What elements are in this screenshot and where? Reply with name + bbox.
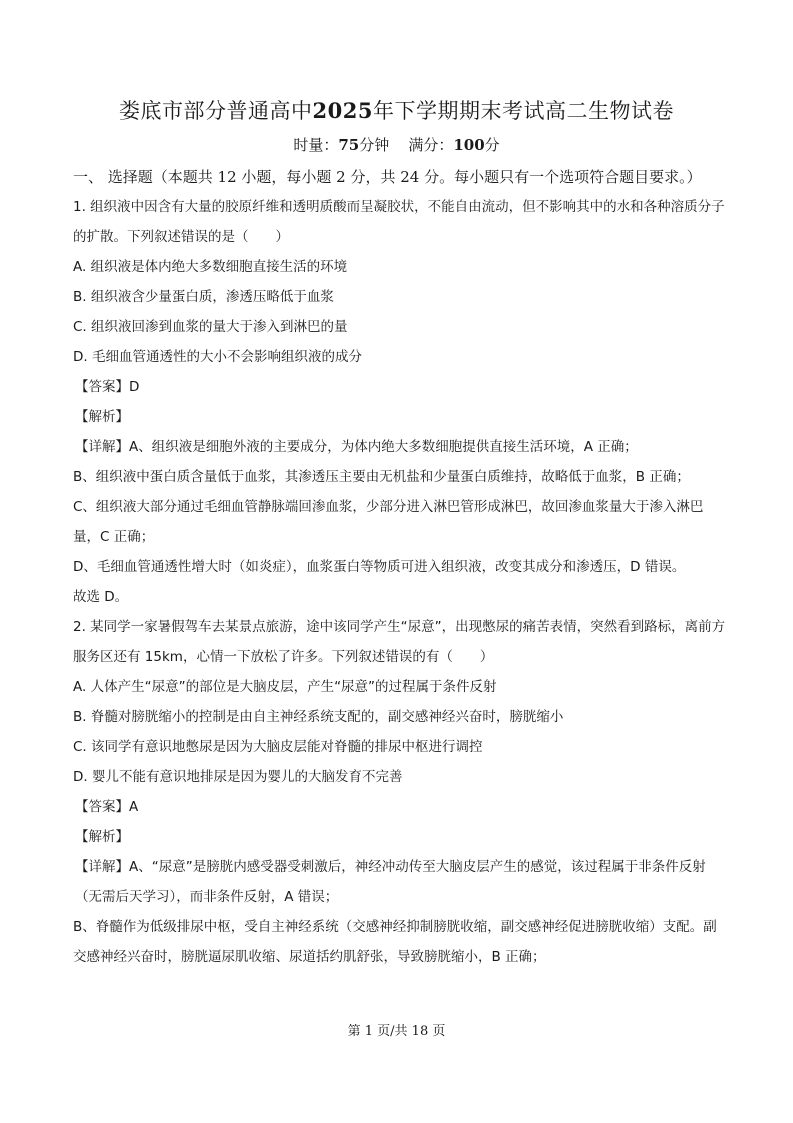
question-1-detail-a: 【详解】A、组织液是细胞外液的主要成分，为体内绝大多数细胞提供直接生活环境，A 正确；: [75, 439, 638, 455]
question-1-option-d: D. 毛细血管通透性的大小不会影响组织液的成分: [73, 349, 362, 365]
question-1-option-b: B. 组织液含少量蛋白质，渗透压略低于血浆: [73, 289, 334, 305]
title-part2: 年下学期期末考试高二生物试卷: [372, 99, 674, 123]
question-2-option-b: B. 脊髓对膀胱缩小的控制是由自主神经系统支配的，副交感神经兴奋时，膀胱缩小: [73, 709, 564, 725]
question-1-detail-d: D、毛细血管通透性增大时（如炎症），血浆蛋白等物质可进入组织液，改变其成分和渗透压，D 错误。: [73, 559, 686, 575]
question-1-option-a: A. 组织液是体内绝大多数细胞直接生活的环境: [73, 259, 348, 275]
score-unit: 分: [484, 136, 500, 154]
question-2-detail-a: 【详解】A、“尿意”是膀胱内感受器受刺激后，神经冲动传至大脑皮层产生的感觉，该过程属于非条件反射（无需后天学习），而非条件反射，A 错误；: [75, 859, 706, 905]
question-2-detail-b: B、脊髓作为低级排尿中枢，受自主神经系统（交感神经抑制膀胱收缩，副交感神经促进膀胱收缩）支配。副交感神经兴奋时，膀胱逼尿肌收缩、尿道括约肌舒张，导致膀胱缩小，B 正确；: [73, 919, 717, 965]
exam-title: [0, 96, 793, 126]
answer-value: A: [129, 799, 139, 815]
question-2-option-c: C. 该同学有意识地憋尿是因为大脑皮层能对脊髓的排尿中枢进行调控: [73, 739, 483, 755]
question-1-conclusion: 故选 D。: [73, 589, 129, 605]
question-1-detail-b: B、组织液中蛋白质含量低于血浆，其渗透压主要由无机盐和少量蛋白质维持，故略低于血浆，B 正确；: [73, 469, 690, 485]
question-1-detail-c: C、组织液大部分通过毛细血管静脉端回渗血浆，少部分进入淋巴管形成淋巴，故回渗血浆量大于渗入淋巴量，C 正确；: [73, 499, 704, 545]
title-year: 2025: [312, 98, 373, 123]
question-1-answer: [73, 372, 728, 402]
question-2-option-d: D. 婴儿不能有意识地排尿是因为婴儿的大脑发育不完善: [73, 769, 403, 785]
page-number: 第 1 页/共 18 页: [347, 1024, 446, 1039]
question-2-analysis-label: 【解析】: [75, 829, 129, 845]
answer-label: 【答案】: [75, 379, 129, 395]
score-label: 满分：: [408, 136, 454, 154]
time-label: 时量：: [293, 136, 339, 154]
question-1-option-c: C. 组织液回渗到血浆的量大于渗入到淋巴的量: [73, 319, 348, 335]
answer-label: 【答案】: [75, 799, 129, 815]
title-part1: 娄底市部分普通高中: [119, 99, 313, 123]
question-2-stem: 2. 某同学一家暑假驾车去某景点旅游，途中该同学产生“尿意”，出现憋尿的痛苦表情，突然看到路标，离前方服务区还有 15km，心情一下放松了许多。下列叙述错误的有（ ）: [73, 619, 726, 665]
question-1-stem: 1. 组织液中因含有大量的胶原纤维和透明质酸而呈凝胶状，不能自由流动，但不影响其中的水和各种溶质分子的扩散。下列叙述错误的是（ ）: [73, 199, 725, 245]
question-1-analysis-label: 【解析】: [75, 409, 129, 425]
score-value: 100: [453, 136, 485, 154]
time-value: 75: [338, 136, 360, 154]
exam-info: [0, 134, 793, 156]
time-unit: 分钟: [359, 136, 390, 154]
answer-value: D: [129, 379, 140, 395]
exam-content: [73, 162, 728, 972]
question-2-option-a: A. 人体产生“尿意”的部位是大脑皮层，产生“尿意”的过程属于条件反射: [73, 679, 497, 695]
question-2-answer: [73, 792, 728, 822]
section-heading: 一、 选择题（本题共 12 小题，每小题 2 分，共 24 分。每小题只有一个选项符合题目要求。）: [73, 168, 702, 186]
